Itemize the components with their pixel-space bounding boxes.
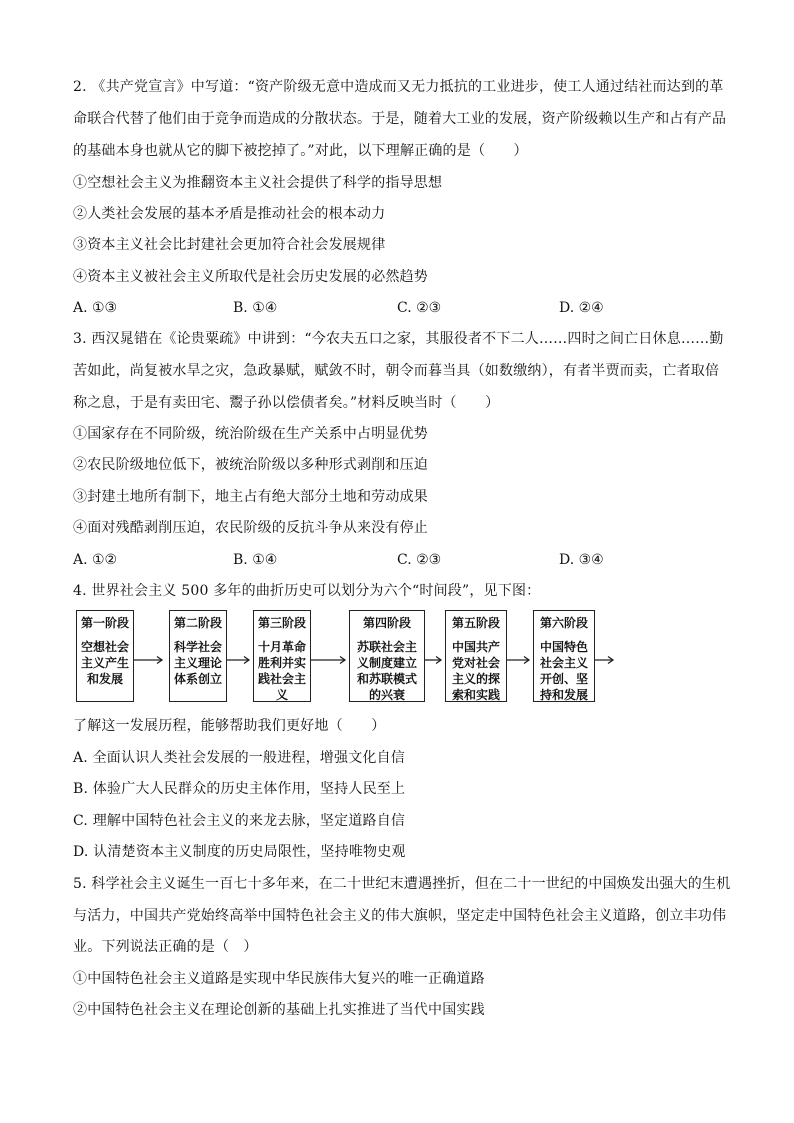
q2-option-c[interactable]: C. ②③ — [397, 300, 442, 316]
q3-statement-1: ①国家存在不同阶级，统治阶级在生产关系中占明显优势 — [73, 426, 428, 442]
q3-stem-line-2: 苦如此，尚复被水旱之灾，急政暴赋，赋敛不时，朝令而暮当具（如数缴纳），有者半贾而卖，亡者取倍 — [73, 363, 720, 379]
arrow-icon — [227, 655, 253, 665]
q3-option-a[interactable]: A. ①② — [73, 552, 118, 568]
arrow-icon — [134, 655, 166, 665]
stage-2-title: 第二阶段 — [173, 616, 222, 630]
q4-intro: 4. 世界社会主义 500 多年的曲折历史可以划分为六个“时间段”，见下图： — [73, 583, 541, 599]
stage-box-1 — [76, 610, 134, 702]
stage-6-title: 第六阶段 — [539, 616, 588, 630]
q3-stem-line-3: 称之息，于是有卖田宅、鬻子孙以偿债者矣。”材料反映当时（ ） — [73, 395, 500, 411]
stage-4-body: 苏联社会主义制度建立和苏联模式的兴衰 — [356, 640, 417, 702]
q5-stem-line-1: 5. 科学社会主义诞生一百七十多年来，在二十世纪末遭遇挫折，但在二十一世纪的中国焕发出强大的生机 — [73, 876, 731, 892]
q2-statement-1: ①空想社会主义为推翻资本主义社会提供了科学的指导思想 — [73, 175, 443, 191]
stage-timeline-diagram — [73, 610, 633, 706]
q2-option-d[interactable]: D. ②④ — [559, 300, 604, 316]
stage-3-title: 第三阶段 — [257, 616, 306, 630]
arrow-icon — [425, 655, 445, 665]
q3-statement-4: ④面对残酷剥削压迫，农民阶级的反抗斗争从来没有停止 — [73, 520, 428, 536]
q3-option-b[interactable]: B. ①④ — [233, 552, 278, 568]
q3-statement-2: ②农民阶级地位低下，被统治阶级以多种形式剥削和压迫 — [73, 457, 428, 473]
stage-box-6 — [533, 610, 595, 702]
stage-2-body: 科学社会主义理论体系创立 — [173, 640, 222, 686]
q2-statement-2: ②人类社会发展的基本矛盾是推动社会的根本动力 — [73, 206, 386, 222]
q3-stem-line-1: 3. 西汉晁错在《论贵粟疏》中讲到：“今农夫五口之家，其服役者不下二人……四时之间亡日休息……勤 — [73, 331, 724, 347]
stage-4-title: 第四阶段 — [362, 616, 411, 630]
q4-choice-a[interactable]: A. 全面认识人类社会发展的一般进程，增强文化自信 — [73, 750, 406, 766]
arrow-icon — [507, 655, 533, 665]
q3-option-d[interactable]: D. ③④ — [559, 552, 604, 568]
stage-box-5 — [445, 610, 507, 702]
q4-choice-c[interactable]: C. 理解中国特色社会主义的来龙去脉，坚定道路自信 — [73, 813, 406, 829]
q2-option-b[interactable]: B. ①④ — [233, 300, 278, 316]
stage-3-body: 十月革命胜利并实践社会主义 — [257, 640, 306, 702]
q5-statement-1: ①中国特色社会主义道路是实现中华民族伟大复兴的唯一正确道路 — [73, 971, 485, 987]
q2-statement-4: ④资本主义被社会主义所取代是社会历史发展的必然趋势 — [73, 269, 428, 285]
q2-stem-line-3: 的基础本身也就从它的脚下被挖掉了。”对此，以下理解正确的是（ ） — [73, 143, 528, 159]
stage-5-title: 第五阶段 — [451, 616, 500, 630]
q4-choice-d[interactable]: D. 认清楚资本主义制度的历史局限性，坚持唯物史观 — [73, 844, 406, 860]
q2-stem-line-1: 2. 《共产党宣言》中写道：“资产阶级无意中造成而又无力抵抗的工业进步，使工人通过结社而达到的革 — [73, 79, 724, 95]
arrow-icon — [595, 655, 617, 665]
stage-box-3 — [253, 610, 311, 702]
stage-1-title: 第一阶段 — [80, 616, 129, 630]
stage-box-4 — [349, 610, 425, 702]
q4-choice-b[interactable]: B. 体验广大人民群众的历史主体作用，坚持人民至上 — [73, 781, 406, 797]
q2-option-a[interactable]: A. ①③ — [73, 300, 118, 316]
arrow-icon — [311, 655, 349, 665]
stage-1-body: 空想社会主义产生和发展 — [80, 640, 129, 686]
q4-question: 了解这一发展历程，能够帮助我们更好地（ ） — [73, 718, 386, 734]
q5-statement-2: ②中国特色社会主义在理论创新的基础上扎实推进了当代中国实践 — [73, 1002, 485, 1018]
stage-5-body: 中国共产党对社会主义的探索和实践 — [451, 640, 500, 702]
stage-box-2 — [169, 610, 227, 702]
stage-6-body: 中国特色社会主义开创、坚持和发展 — [539, 640, 588, 702]
q3-option-c[interactable]: C. ②③ — [397, 552, 442, 568]
q5-stem-line-3: 业。下列说法正确的是（ ） — [73, 939, 258, 955]
q5-stem-line-2: 与活力，中国共产党始终高举中国特色社会主义的伟大旗帜，坚定走中国特色社会主义道路，创立丰功伟 — [73, 908, 727, 924]
q3-statement-3: ③封建土地所有制下，地主占有绝大部分土地和劳动成果 — [73, 489, 428, 505]
q2-statement-3: ③资本主义社会比封建社会更加符合社会发展规律 — [73, 237, 386, 253]
q2-stem-line-2: 命联合代替了他们由于竞争而造成的分散状态。于是，随着大工业的发展，资产阶级赖以生产和占有产品 — [73, 111, 727, 127]
